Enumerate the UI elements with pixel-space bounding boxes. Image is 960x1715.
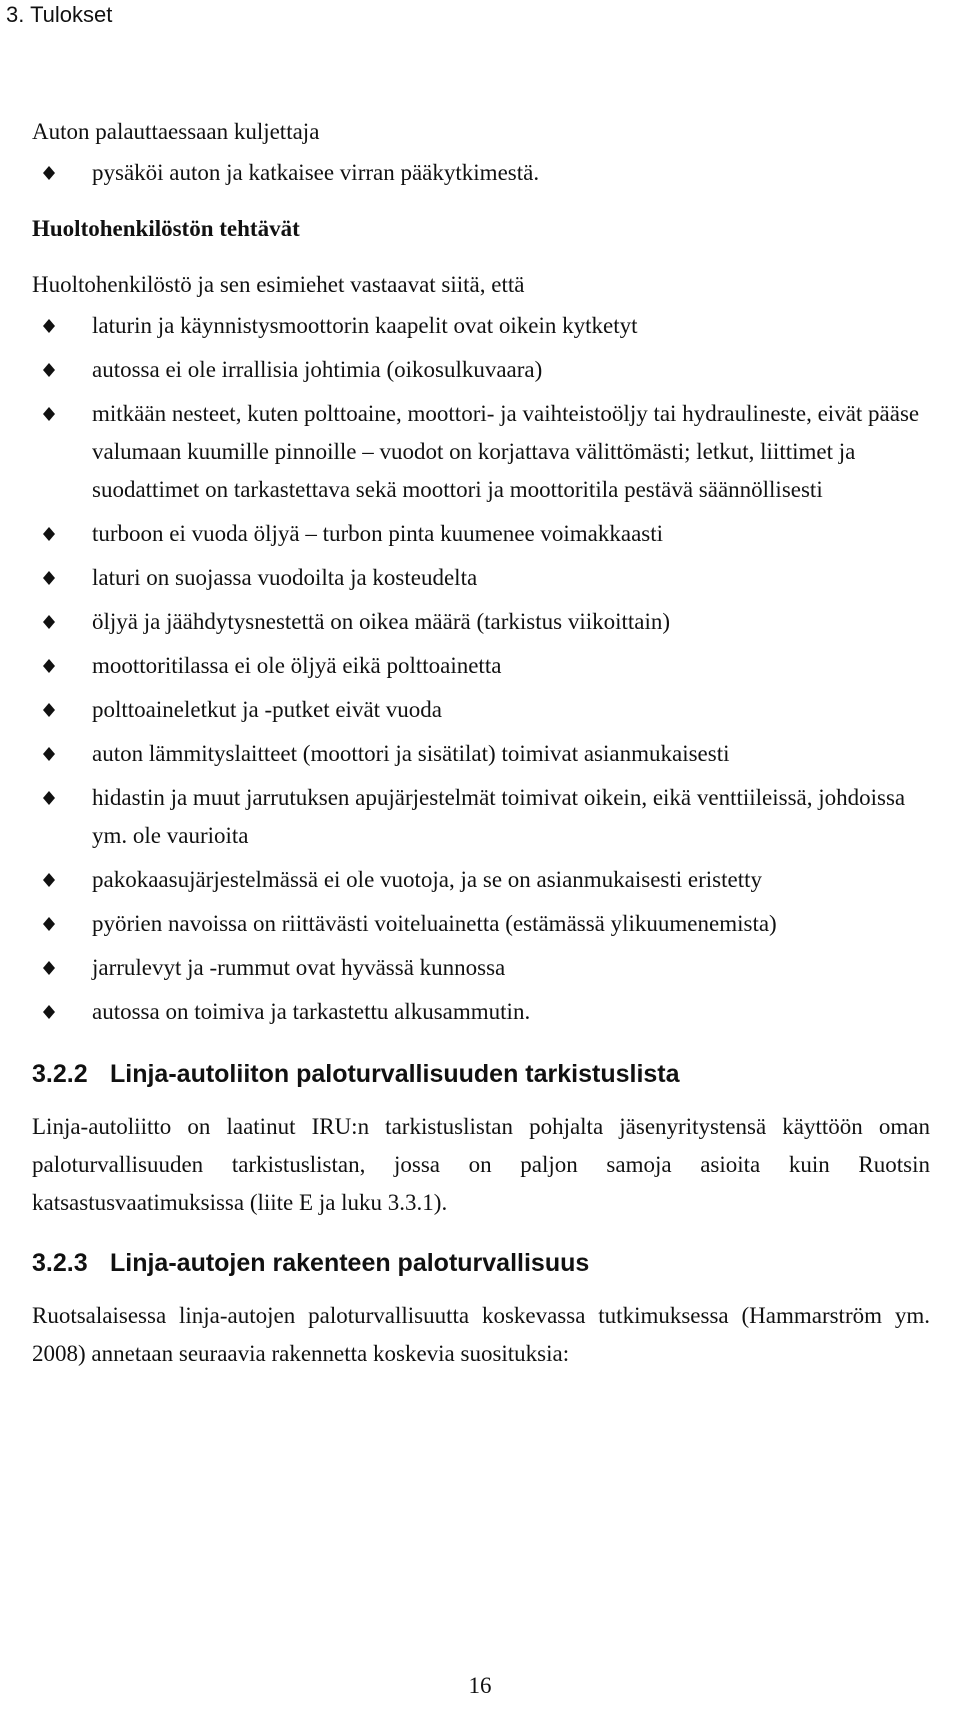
staff-bullet-list (32, 307, 930, 1031)
diamond-bullet-icon (42, 873, 56, 887)
list-item-text: pyörien navoissa on riittävästi voiteluainetta (estämässä ylikuumenemista) (92, 911, 777, 936)
staff-paragraph: Huoltohenkilöstö ja sen esimiehet vastaavat siitä, että (32, 272, 525, 297)
intro-paragraph: Auton palauttaessaan kuljettaja (32, 119, 320, 144)
list-item (32, 861, 930, 899)
running-head: 3. Tulokset (6, 2, 113, 27)
list-item-text: laturi on suojassa vuodoilta ja kosteudelta (92, 565, 478, 590)
diamond-bullet-icon (42, 703, 56, 717)
intro-bullet-list (32, 154, 930, 192)
page-number: 16 (468, 1673, 492, 1698)
list-item-text: jarrulevyt ja -rummut ovat hyvässä kunnossa (92, 955, 506, 980)
section-322-heading (32, 1057, 930, 1091)
list-item (32, 949, 930, 987)
section-322-title: Linja-autoliiton paloturvallisuuden tarkistuslista (110, 1060, 680, 1088)
diamond-bullet-icon (42, 961, 56, 975)
list-item (32, 993, 930, 1031)
list-item-text: polttoaineletkut ja -putket eivät vuoda (92, 697, 443, 722)
section-323-number: 3.2.3 (32, 1249, 88, 1277)
section-323-title: Linja-autojen rakenteen paloturvallisuus (110, 1249, 590, 1277)
list-item (32, 647, 930, 685)
list-item-text: auton lämmityslaitteet (moottori ja sisätilat) toimivat asianmukaisesti (92, 741, 730, 766)
page-body (32, 113, 930, 1373)
list-item (32, 603, 930, 641)
list-item (32, 905, 930, 943)
list-item (32, 395, 930, 509)
diamond-bullet-icon (42, 407, 56, 421)
diamond-bullet-icon (42, 166, 56, 180)
diamond-bullet-icon (42, 319, 56, 333)
list-item-text: turboon ei vuoda öljyä – turbon pinta kuumenee voimakkaasti (92, 521, 664, 546)
section-322-number: 3.2.2 (32, 1060, 88, 1088)
diamond-bullet-icon (42, 527, 56, 541)
list-item (32, 779, 930, 855)
section-323-heading (32, 1246, 930, 1280)
list-item (32, 691, 930, 729)
list-item-text: autossa on toimiva ja tarkastettu alkusammutin. (92, 999, 531, 1024)
list-item-text: autossa ei ole irrallisia johtimia (oikosulkuvaara) (92, 357, 543, 382)
list-item (32, 515, 930, 553)
diamond-bullet-icon (42, 571, 56, 585)
list-item (32, 735, 930, 773)
diamond-bullet-icon (42, 747, 56, 761)
list-item (32, 351, 930, 389)
list-item-text: moottoritilassa ei ole öljyä eikä polttoainetta (92, 653, 502, 678)
list-item-text: öljyä ja jäähdytysnestettä on oikea määrä (tarkistus viikoittain) (92, 609, 671, 634)
diamond-bullet-icon (42, 363, 56, 377)
list-item-text: mitkään nesteet, kuten polttoaine, moottori- ja vaihteistoöljy tai hydraulineste, eivät pääse valumaan kuumille pinnoille – vuodot on korjattava välittömästi; letkut, liittimet ja suodattimet on tarkastettava sekä moottori ja moottoritila pestävä säännöllisesti (92, 401, 920, 502)
diamond-bullet-icon (42, 917, 56, 931)
diamond-bullet-icon (42, 659, 56, 673)
diamond-bullet-icon (42, 615, 56, 629)
list-item-text: laturin ja käynnistysmoottorin kaapelit ovat oikein kytketyt (92, 313, 638, 338)
list-item (32, 559, 930, 597)
diamond-bullet-icon (42, 791, 56, 805)
list-item (32, 154, 930, 192)
section-322-text: Linja-autoliitto on laatinut IRU:n tarkistuslistan pohjalta jäsenyritystensä käyttöön oman paloturvallisuuden tarkistuslistan, jossa on paljon samoja asioita kuin Ruotsin katsastusvaatimuksissa (liite E ja luku 3.3.1). (32, 1114, 930, 1215)
staff-heading: Huoltohenkilöstön tehtävät (32, 216, 300, 241)
list-item-text: pakokaasujärjestelmässä ei ole vuotoja, ja se on asianmukaisesti eristetty (92, 867, 762, 892)
section-323-text: Ruotsalaisessa linja-autojen paloturvallisuutta koskevassa tutkimuksessa (Hammarström ym. 2008) annetaan seuraavia rakennetta koskevia suosituksia: (32, 1303, 930, 1366)
list-item-text: hidastin ja muut jarrutuksen apujärjestelmät toimivat oikein, eikä venttiileissä, johdoissa ym. ole vaurioita (92, 785, 906, 848)
list-item-text: pysäköi auton ja katkaisee virran pääkytkimestä. (92, 160, 540, 185)
diamond-bullet-icon (42, 1005, 56, 1019)
list-item (32, 307, 930, 345)
